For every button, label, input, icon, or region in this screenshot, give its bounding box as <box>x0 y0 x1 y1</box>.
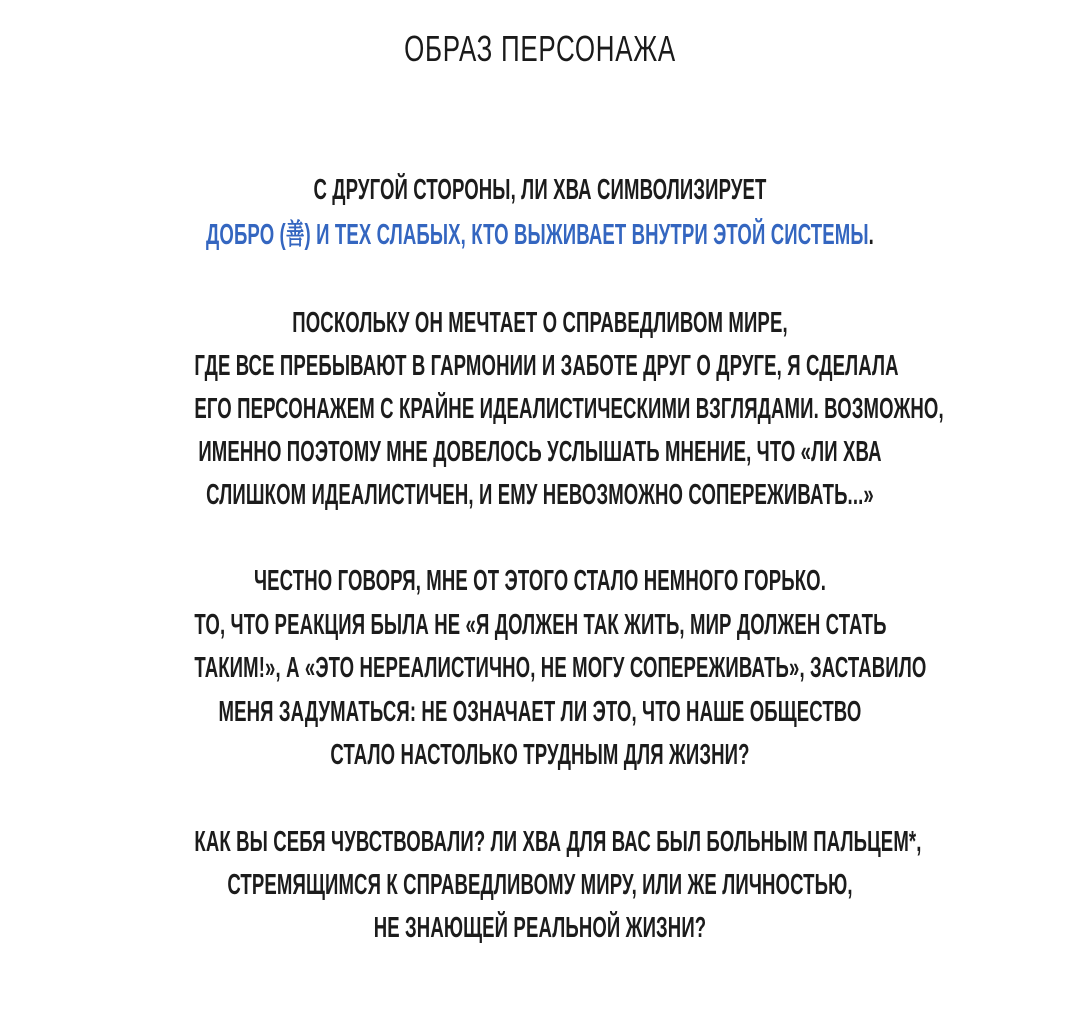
sentence-end: . <box>868 219 874 251</box>
paragraph-1-line-2 <box>194 221 885 250</box>
paragraph-1-line-1: С ДРУГОЙ СТОРОНЫ, ЛИ ХВА СИМВОЛИЗИРУЕТ <box>313 174 767 206</box>
highlighted-text: ДОБРО (善) И ТЕХ СЛАБЫХ, КТО ВЫЖИВАЕТ ВНУТРИ ЭТОЙ СИСТЕМЫ <box>206 219 869 251</box>
paragraph-4-line-1: КАК ВЫ СЕБЯ ЧУВСТВОВАЛИ? ЛИ ХВА ДЛЯ ВАС БЫЛ БОЛЬНЫМ ПАЛЬЦЕМ*, <box>194 826 922 858</box>
paragraph-2-line-3: ЕГО ПЕРСОНАЖЕМ С КРАЙНЕ ИДЕАЛИСТИЧЕСКИМИ ВЗГЛЯДАМИ. ВОЗМОЖНО, <box>194 393 944 425</box>
paragraph-2-line-4: ИМЕННО ПОЭТОМУ МНЕ ДОВЕЛОСЬ УСЛЫШАТЬ МНЕНИЕ, ЧТО «ЛИ ХВА <box>198 436 882 468</box>
paragraph-2-line-1: ПОСКОЛЬКУ ОН МЕЧТАЕТ О СПРАВЕДЛИВОМ МИРЕ, <box>292 307 788 339</box>
paragraph-4-line-3: НЕ ЗНАЮЩЕЙ РЕАЛЬНОЙ ЖИЗНИ? <box>373 912 707 944</box>
paragraph-3-line-4: МЕНЯ ЗАДУМАТЬСЯ: НЕ ОЗНАЧАЕТ ЛИ ЭТО, ЧТО НАШЕ ОБЩЕСТВО <box>218 696 862 728</box>
paragraph-3-line-1: ЧЕСТНО ГОВОРЯ, МНЕ ОТ ЭТОГО СТАЛО НЕМНОГО ГОРЬКО. <box>253 565 826 597</box>
paragraph-3-line-3: ТАКИМ!», А «ЭТО НЕРЕАЛИСТИЧНО, НЕ МОГУ СОПЕРЕЖИВАТЬ», ЗАСТАВИЛО <box>194 652 927 684</box>
paragraph-3-line-2: ТО, ЧТО РЕАКЦИЯ БЫЛА НЕ «Я ДОЛЖЕН ТАК ЖИТЬ, МИР ДОЛЖЕН СТАТЬ <box>194 609 887 641</box>
page-title: ОБРАЗ ПЕРСОНАЖА <box>404 28 676 69</box>
paragraph-3-line-5: СТАЛО НАСТОЛЬКО ТРУДНЫМ ДЛЯ ЖИЗНИ? <box>330 739 750 771</box>
paragraph-2-line-2: ГДЕ ВСЕ ПРЕБЫВАЮТ В ГАРМОНИИ И ЗАБОТЕ ДРУГ О ДРУГЕ, Я СДЕЛАЛА <box>194 350 899 382</box>
paragraph-2-line-5: СЛИШКОМ ИДЕАЛИСТИЧЕН, И ЕМУ НЕВОЗМОЖНО СОПЕРЕЖИВАТЬ...» <box>206 479 874 511</box>
paragraph-4-line-2: СТРЕМЯЩИМСЯ К СПРАВЕДЛИВОМУ МИРУ, ИЛИ ЖЕ ЛИЧНОСТЬЮ, <box>227 869 853 901</box>
